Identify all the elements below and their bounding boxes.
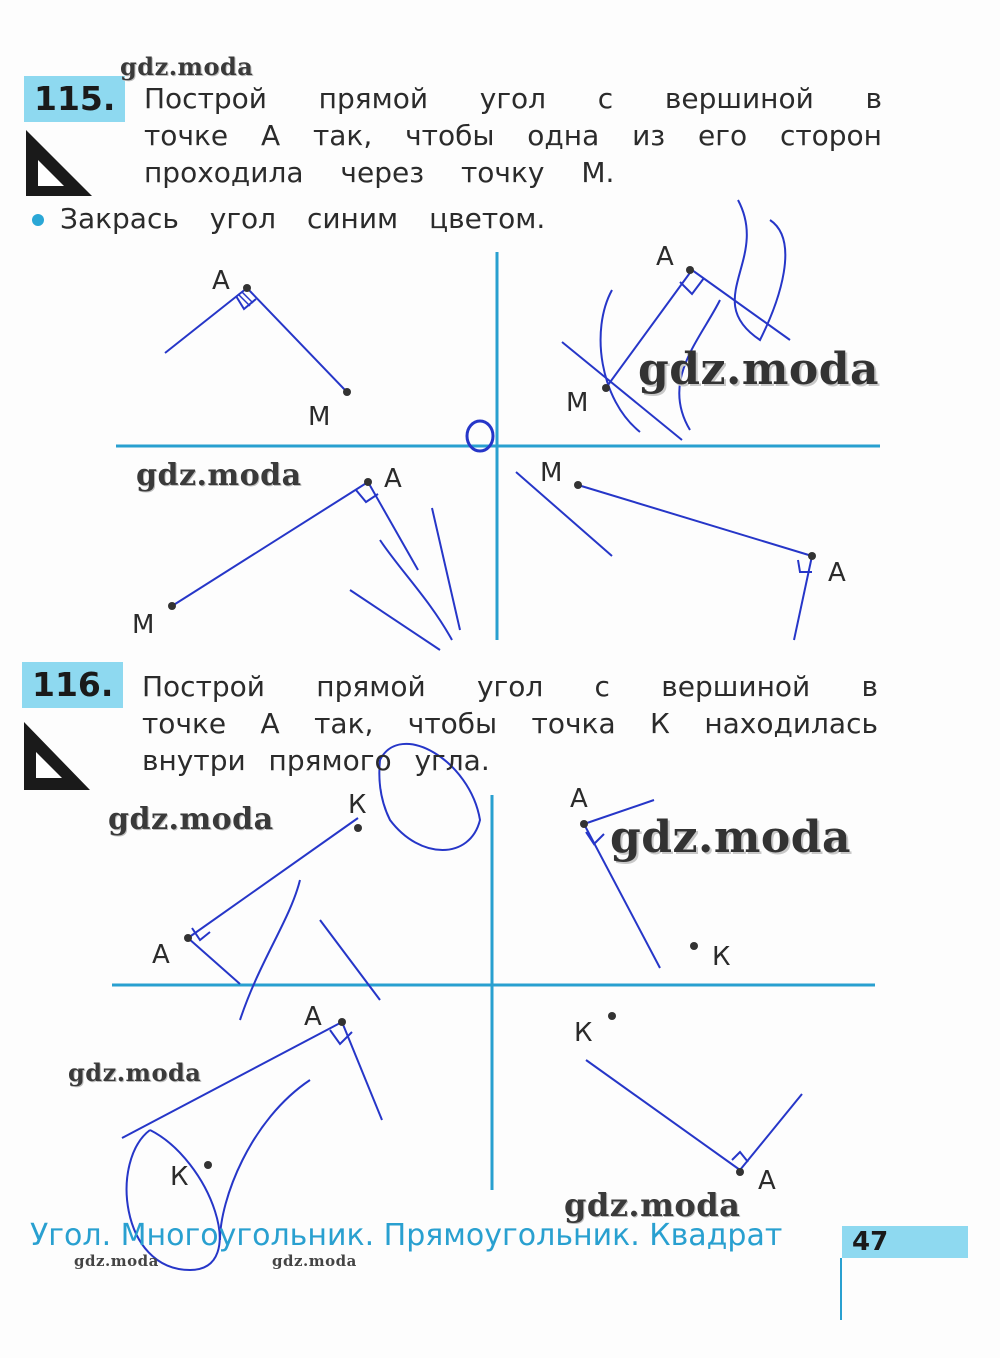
watermark: gdz.moda	[564, 1186, 741, 1224]
label-q1-M: М	[308, 402, 331, 432]
point-q4-M	[574, 481, 582, 489]
label-q1-A: А	[212, 266, 230, 296]
task-115-line-2: точке А так, чтобы одна из его сторон	[144, 119, 882, 152]
task-115-bullet	[32, 202, 545, 235]
point-r4-A	[736, 1168, 744, 1176]
label-q2-A: А	[656, 242, 674, 272]
point-r2-K	[690, 942, 698, 950]
point-q2-M	[602, 384, 610, 392]
task-number-115: 115.	[24, 76, 125, 122]
right-angle-q2	[562, 200, 790, 440]
task-115-line-1: Построй прямой угол с вершиной в	[144, 82, 882, 115]
label-r1-A: А	[152, 940, 170, 970]
task-116-line-3: внутри прямого угла.	[142, 744, 490, 777]
label-r3-K: К	[170, 1162, 189, 1192]
task-116-text	[142, 668, 878, 779]
point-r1-K	[354, 824, 362, 832]
set-square-icon	[26, 130, 92, 196]
label-r2-A: А	[570, 784, 588, 814]
point-q1-A	[243, 284, 251, 292]
watermark: gdz.moda	[638, 344, 880, 395]
page-number: 47	[852, 1227, 889, 1257]
point-q3-M	[168, 602, 176, 610]
set-square-icon	[24, 722, 90, 790]
point-q1-M	[343, 388, 351, 396]
label-r4-A: А	[758, 1166, 776, 1196]
label-r1-K: К	[348, 790, 367, 820]
label-q4-M: М	[540, 458, 563, 488]
task-number-116: 116.	[22, 662, 123, 708]
label-q4-A: А	[828, 558, 846, 588]
right-angle-q3	[172, 482, 460, 650]
footer-title: Угол. Многоугольник. Прямоугольник. Квадрат	[30, 1218, 783, 1253]
label-r3-A: А	[304, 1002, 322, 1032]
label-r2-K: К	[712, 942, 731, 972]
watermark: gdz.moda	[610, 812, 852, 863]
point-q2-A	[686, 266, 694, 274]
task-115-text	[144, 80, 882, 191]
right-angle-q1	[165, 288, 345, 390]
point-q4-A	[808, 552, 816, 560]
task-116-line-1: Построй прямой угол с вершиной в	[142, 670, 878, 703]
point-r1-A	[184, 934, 192, 942]
label-q3-M: М	[132, 610, 155, 640]
point-q3-A	[364, 478, 372, 486]
watermark: gdz.moda	[68, 1058, 202, 1087]
label-q3-A: А	[384, 464, 402, 494]
point-r4-K	[608, 1012, 616, 1020]
task-115-line-3: проходила через точку М.	[144, 156, 615, 189]
watermark: gdz.moda	[136, 458, 302, 493]
label-q2-M: М	[566, 388, 589, 418]
watermark: gdz.moda	[272, 1252, 357, 1270]
task-115-bullet-text: Закрась угол синим цветом.	[60, 202, 546, 235]
right-angle-q4	[516, 472, 812, 640]
point-r3-A	[338, 1018, 346, 1026]
right-angle-r1	[188, 744, 480, 1020]
right-angle-r4	[586, 1060, 802, 1170]
footer-divider	[840, 1258, 842, 1320]
point-r2-A	[580, 820, 588, 828]
watermark: gdz.moda	[108, 802, 274, 837]
watermark: gdz.moda	[120, 52, 254, 81]
task-116-line-2: точке А так, чтобы точка К находилась	[142, 707, 878, 740]
watermark: gdz.moda	[74, 1252, 159, 1270]
bullet-dot-icon	[32, 214, 44, 226]
point-r3-K	[204, 1161, 212, 1169]
label-r4-K: К	[574, 1018, 593, 1048]
